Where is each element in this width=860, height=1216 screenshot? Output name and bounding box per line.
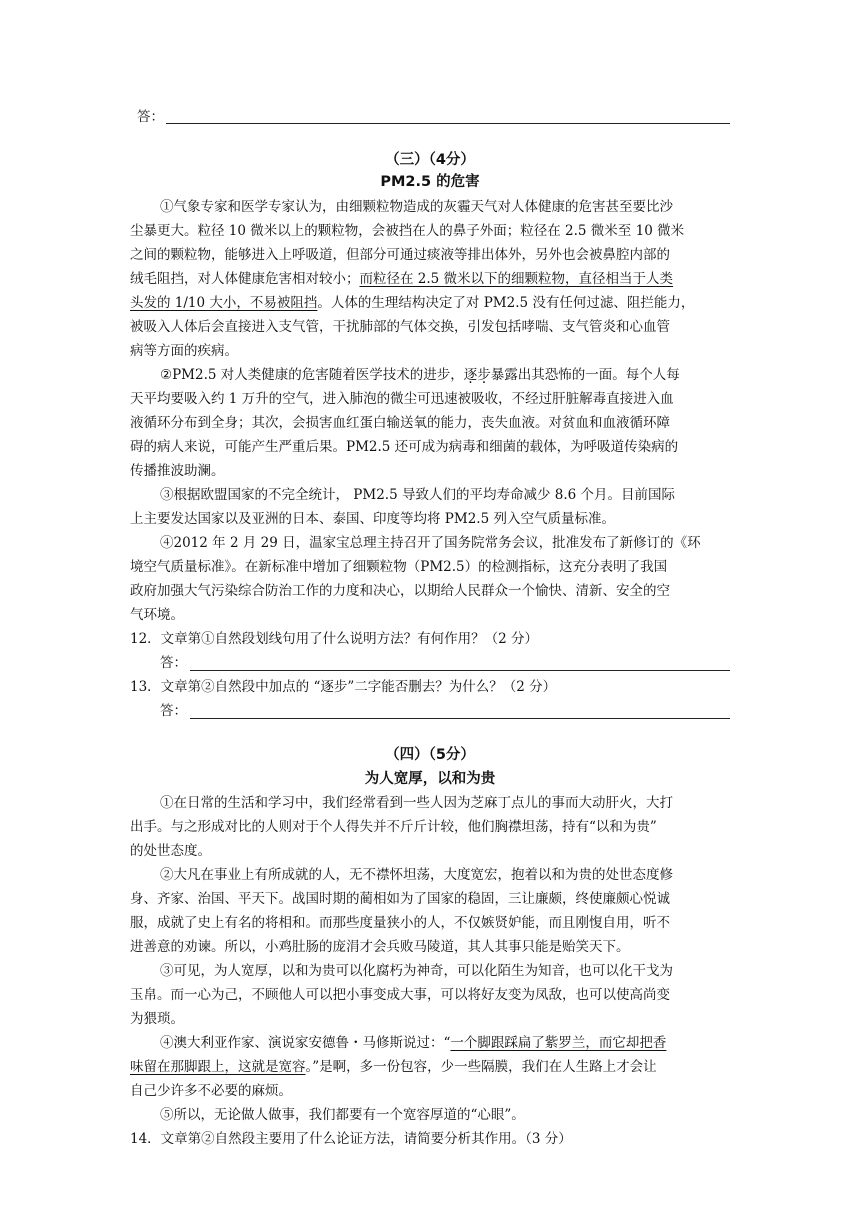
paragraph-line xyxy=(160,1034,666,1052)
paragraph-line: ⑤所以，无论做人做事，我们都要有一个宽容厚道的“心眼”。 xyxy=(160,1107,525,1123)
paragraph-line: ③可见，为人宽厚，以和为贵可以化腐朽为神奇，可以化陌生为知音，也可以化干戈为 xyxy=(160,963,673,979)
paragraph-line: 身、齐家、治国、平天下。战国时期的蔺相如为了国家的稳固，三让廉颇，终使廉颇心悦诚 xyxy=(130,891,670,907)
paragraph-line: ③根据欧盟国家的不完全统计， PM2.5 导致人们的平均寿命减少 8.6 个月。目前国际 xyxy=(160,487,676,503)
underlined-sentence: 而粒径在 2.5 微米以下的细颗粒物，直径相当于人类 xyxy=(359,271,674,287)
paragraph-line: ④2012 年 2 月 29 日，温家宝总理主持召开了国务院常务会议，批准发布了新修订的《环 xyxy=(160,535,701,551)
underlined-quote: 味留在那脚跟上，这就是宽容 xyxy=(130,1059,306,1075)
paragraph-line: 碍的病人来说，可能产生严重后果。PM2.5 还可成为病毒和细菌的载体，为呼吸道传染病的 xyxy=(130,439,679,455)
paragraph-line xyxy=(130,270,673,288)
paragraph-line xyxy=(130,1058,657,1076)
paragraph-line: 境空气质量标准》。在新标准中增加了细颗粒物（PM2.5）的检测指标，这充分表明了我国 xyxy=(130,559,668,575)
paragraph-line: ①在日常的生活和学习中，我们经常看到一些人因为芝麻丁点儿的事而大动肝火，大打 xyxy=(160,795,673,811)
paragraph-line: 天平均要吸入约 1 万升的空气，进入肺泡的微尘可迅速被吸收，不经过肝脏解毒直接进入血 xyxy=(130,391,674,407)
paragraph-line: 的处世态度。 xyxy=(130,843,211,859)
question-12: 12．文章第①自然段划线句用了什么说明方法？有何作用？（2 分） xyxy=(130,631,539,647)
paragraph-line: 出手。与之形成对比的人则对于个人得失并不斤斤计较，他们胸襟坦荡，持有“以和为贵” xyxy=(130,819,657,835)
paragraph-line: ②大凡在事业上有所成就的人，无不襟怀坦荡，大度宽宏，抱着以和为贵的处世态度修 xyxy=(160,867,673,883)
text-span: 。”是啊，多一份包容，少一些隔膜，我们在人生路上才会让 xyxy=(305,1059,657,1075)
paragraph-line: 传播推波助澜。 xyxy=(130,463,225,479)
answer-label: 答： xyxy=(137,109,164,125)
paragraph-line: 病等方面的疾病。 xyxy=(130,343,238,359)
answer-label: 答： xyxy=(160,655,187,671)
underlined-sentence: 头发的 1/10 大小，不易被阻挡 xyxy=(130,295,318,311)
article-title: 为人宽厚，以和为贵 xyxy=(364,771,496,787)
paragraph-line: 上主要发达国家以及亚洲的日本、泰国、印度等均将 PM2.5 列入空气质量标准。 xyxy=(130,511,615,527)
section-heading: （四）（5分） xyxy=(385,747,475,763)
answer-line[interactable] xyxy=(190,670,730,671)
paragraph-line: 尘暴更大。粒径 10 微米以上的颗粒物，会被挡在人的鼻子外面；粒径在 2.5 微米至 10 微米 xyxy=(130,223,685,239)
paragraph-line: 被吸入人体后会直接进入支气管，干扰肺部的气体交换，引发包括哮喘、支气管炎和心血管 xyxy=(130,319,670,335)
text-span: ④澳大利亚作家、演说家安德鲁・马修斯说过：“ xyxy=(160,1035,451,1051)
section-heading: （三）（4分） xyxy=(385,152,475,168)
question-13: 13．文章第②自然段中加点的 “逐步”二字能否删去？为什么？（2 分） xyxy=(130,679,557,695)
question-14: 14．文章第②自然段主要用了什么论证方法，请简要分析其作用。（3 分） xyxy=(130,1131,572,1147)
paragraph-line: 服，成就了史上有名的将相和。而那些度量狭小的人，不仅嫉贤妒能，而且刚愎自用，听不 xyxy=(130,915,670,931)
article-title: PM2.5 的危害 xyxy=(380,174,480,190)
paragraph-line: 玉帛。而一心为己，不顾他人可以把小事变成大事，可以将好友变为凤敌，也可以使高尚变 xyxy=(130,987,670,1003)
paragraph-line: 为猥琐。 xyxy=(130,1011,184,1027)
answer-line[interactable] xyxy=(190,718,730,719)
underlined-quote: 一个脚跟踩扁了紫罗兰，而它却把香 xyxy=(450,1035,667,1051)
text-span: 暴露出其恐怖的一面。每个人每 xyxy=(490,367,680,383)
answer-label: 答： xyxy=(160,703,187,719)
paragraph-line xyxy=(130,294,694,312)
paragraph-line: 政府加强大气污染综合防治工作的力度和决心，以期给人民群众一个愉快、清新、安全的空 xyxy=(130,583,670,599)
emphasis-dot-char: 步 xyxy=(477,367,491,383)
text-span: ②PM2.5 对人类健康的危害随着医学技术的进步， xyxy=(160,367,464,383)
answer-line[interactable] xyxy=(166,123,730,124)
emphasis-dot-char: 逐 xyxy=(463,367,478,383)
paragraph-line: ①气象专家和医学专家认为，由细颗粒物造成的灰霾天气对人体健康的危害甚至要比沙 xyxy=(160,199,673,215)
text-span: 。人体的生理结构决定了对 PM2.5 没有任何过滤、阻拦能力， xyxy=(317,295,695,311)
paragraph-line: 液循环分布到全身；其次，会损害血红蛋白输送氧的能力，丧失血液。对贫血和血液循环障 xyxy=(130,415,670,431)
paragraph-line: 自己少许多不必要的麻烦。 xyxy=(130,1083,292,1099)
paragraph-line: 之间的颗粒物，能够进入上呼吸道，但部分可通过痰液等排出体外，另外也会被鼻腔内部的 xyxy=(130,247,670,263)
paragraph-line: 气环境。 xyxy=(130,607,184,623)
text-span: 绒毛阻挡，对人体健康危害相对较小； xyxy=(130,271,360,287)
paragraph-line xyxy=(160,366,680,384)
paragraph-line: 进善意的劝谏。所以，小鸡肚肠的庞涓才会兵败马陵道，其人其事只能是贻笑天下。 xyxy=(130,939,630,955)
